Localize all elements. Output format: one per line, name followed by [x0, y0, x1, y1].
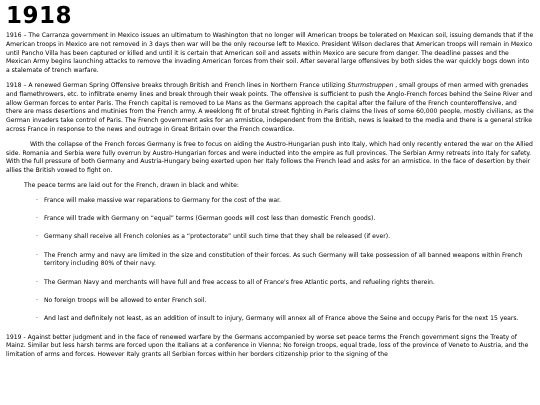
sturmstruppen-term: Sturmstruppen	[347, 81, 394, 89]
paragraph-1916: 1916 – The Carranza government in Mexico issues an ultimatum to Washington that no longer will American troops be tolerated on Mexican soil, issuing demands that if the American troops in Mexico are not removed in 3 days then war will be the only recourse left to Mexico. President Wilson declares that American troops will remain in Mexico until Pancho Villa has been captured or killed and until it is certain that American soil and assets within Mexico are secure from danger. The deadline passes and the Mexican Army begins launching attacks to remove the invading American forces from their soil. After several large offensives by both sides the war quickly bogs down into a stalemate of trench warfare.	[6, 32, 534, 75]
bullet-icon: ·	[36, 215, 38, 223]
paragraph-1918-start: 1918 – A renewed German Spring Offensive breaks through British and French lines in Northern France utilizing	[6, 81, 348, 89]
list-item	[6, 233, 534, 242]
term-text: Germany shall receive all French colonies as a “protectorate” until such time that they shall be released (if ever).	[44, 233, 391, 241]
term-text: France will trade with Germany on “equal” terms (German goods will cost less than domestic French goods).	[44, 215, 376, 223]
paragraph-french-collapse: With the collapse of the French forces Germany is free to focus on aiding the Austro-Hungarian push into Italy, which had only recently entered the war on the Allied side. Romania and Serbia were fully overrun by Austro-Hungarian forces and were inducted into the empire as full provinces. The Serbian Army retreats into Italy for safety. With the full pressure of both Germany and Austria-Hungary being exerted upon her Italy follows the French lead and asks for an armistice. In the face of desertion by their allies the British vowed to fight on.	[6, 140, 533, 175]
bullet-icon: ·	[36, 297, 38, 305]
paragraph-1918	[6, 82, 534, 135]
list-item	[6, 297, 534, 306]
bullet-icon: ·	[36, 251, 38, 259]
list-item	[6, 252, 534, 270]
term-text: No foreign troops will be allowed to enter French soil.	[44, 297, 207, 305]
term-text: The German Navy and merchants will have full and free access to all of France's free Atlantic ports, and refueling rights therein.	[44, 278, 435, 286]
list-item	[6, 279, 534, 288]
bullet-icon: ·	[36, 315, 38, 323]
list-item	[6, 197, 534, 206]
term-text: France will make massive war reparations to Germany for the cost of the war.	[44, 196, 281, 204]
bullet-icon: ·	[36, 233, 38, 241]
peace-terms-intro: The peace terms are laid out for the French, drawn in black and white:	[24, 181, 239, 189]
term-text: And last and definitely not least, as an addition of insult to injury, Germany will annex all of France above the Seine and occupy Paris for the next 15 years.	[44, 315, 519, 323]
term-text: The French army and navy are limited in the size and constitution of their forces. As such Germany will take possession of all banned weapons within French territory including 80% of their navy.	[44, 251, 523, 268]
bullet-icon: ·	[36, 278, 38, 286]
page-title: 1918	[6, 3, 73, 29]
paragraph-1919: 1919 - Against better judgment and in the face of renewed warfare by the Germans accompanied by worse set peace terms the French government signs the Treaty of Mainz. Similar but less harsh terms are forced upon the Italians at a conference in Vienna; No foreign troops, equal trade, loss of the province of Veneto to Austria, and the limitation of arms and forces. However Italy grants all Serbian forces within her borders citizenship prior to the signing of the	[6, 333, 529, 359]
list-item	[6, 215, 534, 224]
peace-terms-list	[6, 197, 534, 324]
paragraph-1918-rest: , small groups of men armed with grenades and flamethrowers, etc. to infiltrate enemy lines and break through their weak points. The offensive is sufficient to push the Anglo-French forces behind the Seine River and allow German forces to enter Paris. The French capital is removed to Le Mans as the Germans approach the capital after the failure of the French counteroffensive, and there are mass desertions and mutinies from the French army. A weeklong fit of brutal street fighting in Paris claims the lives of some 60,000 people, mostly civilians, as the German invaders take control of Paris. The French government asks for an armistice, independent from the British, news is leaked to the media and there is a general strike across France in response to the news and outrage in Great Britain over the French cowardice.	[6, 81, 534, 133]
list-item	[6, 315, 534, 324]
document-page	[6, 0, 534, 366]
bullet-icon: ·	[36, 196, 38, 204]
